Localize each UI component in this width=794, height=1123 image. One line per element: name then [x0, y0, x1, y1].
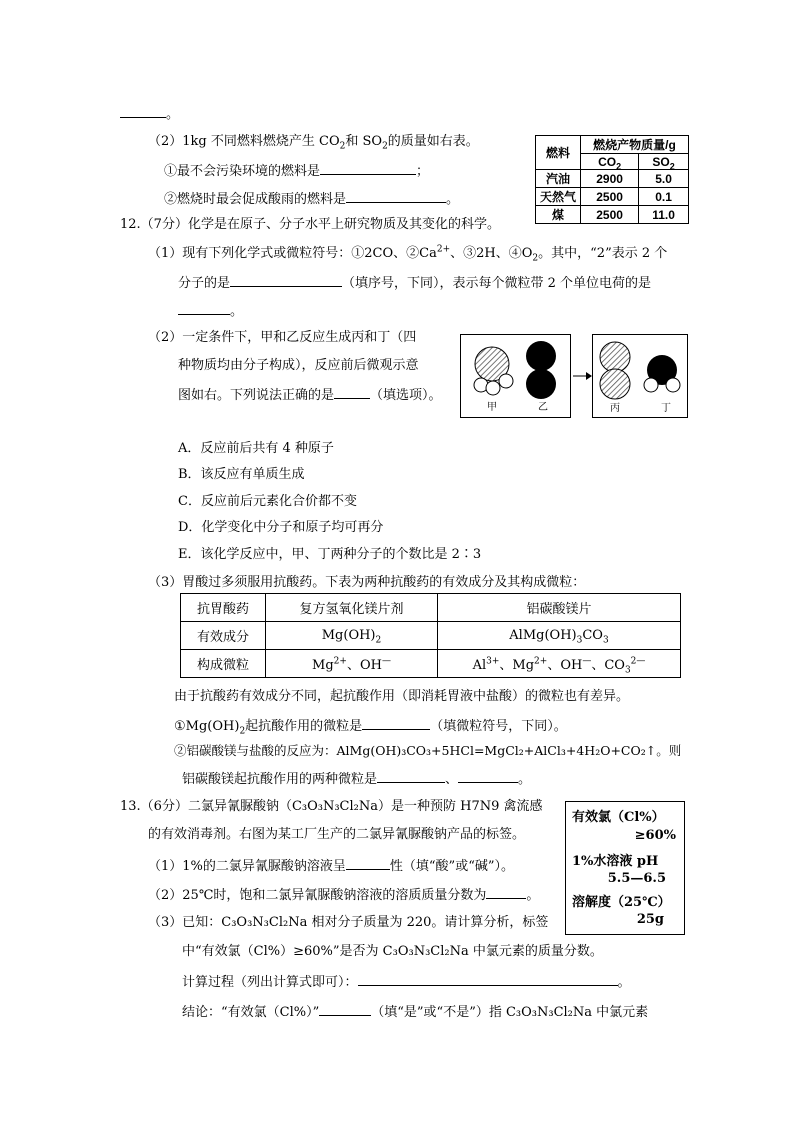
q12-heading: 12.（7分）化学是在原子、分子水平上研究物质及其变化的科学。: [120, 217, 500, 232]
label-jia: 甲: [487, 402, 497, 413]
q13-conclusion: 结论：“有效氯（Cl%）” （填“是”或“不是”）指 C₃O₃N₃Cl₂Na 中氯元素: [182, 1002, 648, 1022]
fuel-header: 燃料: [536, 136, 581, 170]
q12-part1-line3: 。: [178, 301, 243, 321]
fuel-table: [535, 135, 689, 224]
q12-part3-heading: （3）胃酸过多须服用抗酸药。下表为两种抗酸药的有效成分及其构成微粒：: [148, 575, 586, 590]
q11-top-line: 。: [120, 104, 179, 124]
option-b: B．该反应有单质生成: [178, 467, 305, 482]
label-bing: 丙: [610, 403, 620, 414]
so2-header: $SO_2$: [639, 154, 689, 170]
reactants-box: [461, 335, 571, 418]
product-label: [565, 801, 685, 935]
q12-part1-line2: 分子的是 （填序号，下同），表示每个微粒带 2 个单位电荷的是: [178, 273, 651, 293]
q12-part2-l2: 种物质均由分子构成），反应前后微观示意: [178, 358, 419, 373]
answer-blank[interactable]: [178, 301, 230, 315]
q11-sub2: ②燃烧时最会促成酸雨的燃料是 。: [164, 189, 459, 209]
label-line3: 1%水溶液 pH: [572, 854, 659, 869]
answer-blank[interactable]: [120, 104, 166, 118]
reaction-arrow: [573, 372, 592, 380]
answer-blank[interactable]: [458, 769, 518, 783]
q13-part2: （2）25℃时，饱和二氯异氰脲酸钠溶液的溶质质量分数为 。: [148, 885, 539, 905]
q13-calc: 计算过程（列出计算式即可）： 。: [182, 972, 631, 992]
q13-part1: （1）1%的二氯异氰脲酸钠溶液呈 性（填“酸”或“碱”）。: [148, 856, 514, 876]
option-d: D．化学变化中分子和原子均可再分: [178, 520, 384, 535]
q12-part1: （1）现有下列化学式或微粒符号：①2CO、$②Ca^{2+}$、③2H、$④O_2$。其中，“2”表示 2 个: [148, 244, 668, 264]
q13-part3-l1: （3）已知：C₃O₃N₃Cl₂Na 相对分子质量为 220。请计算分析，标签: [148, 915, 549, 930]
option-e: E．该化学反应中，甲、丁两种分子的个数比是 2∶3: [178, 547, 482, 562]
q12-part3-s3: 铝碳酸镁起抗酸作用的两种微粒是 、 。: [182, 769, 531, 789]
label-line4: 5.5—6.5: [607, 871, 666, 886]
table-row: 抗胃酸药 复方氢氧化镁片剂 铝碳酸镁片: [181, 594, 681, 622]
label-line6: 25g: [636, 912, 664, 927]
q11-sub1: ①最不会污染环境的燃料是 ；: [164, 161, 429, 181]
mass-header: 燃烧产物质量/g: [581, 136, 689, 154]
answer-blank[interactable]: [334, 385, 370, 399]
answer-blank[interactable]: [320, 161, 416, 175]
label-line5: 溶解度（25℃）: [572, 895, 671, 910]
answer-blank[interactable]: [486, 885, 526, 899]
co2-header: $CO_2$: [581, 154, 639, 170]
answer-blank[interactable]: [358, 972, 618, 986]
antacid-table: [180, 593, 681, 678]
reaction-diagram: [460, 334, 688, 418]
answer-blank[interactable]: [377, 769, 445, 783]
table-row: 天然气 2500 0.1: [536, 188, 689, 206]
table-row: 构成微粒 $Mg^{2+}$、OH— $Al^{3+}$、$Mg^{2+}$、OH—、$CO_3^{2—}$: [181, 650, 681, 678]
q12-part3-s2: ②铝碳酸镁与盐酸的反应为：AlMg(OH)₃CO₃+5HCl=MgCl₂+AlCl₃+4H₂O+CO₂↑。则: [174, 743, 682, 758]
q13-line1: 13.（6分）二氯异氰脲酸钠（C₃O₃N₃Cl₂Na）是一种预防 H7N9 禽流感: [120, 799, 543, 814]
label-line1: 有效氯（Cl%）: [572, 810, 665, 825]
answer-blank[interactable]: [346, 856, 390, 870]
label-line2: ≥60%: [634, 828, 676, 843]
q12-part3-l1: 由于抗酸药有效成分不同，起抗酸作用（即消耗胃液中盐酸）的微粒也有差异。: [174, 689, 630, 704]
option-c: C．反应前后元素化合价都不变: [178, 494, 357, 509]
q13-part3-l2: 中“有效氯（Cl%）≥60%”是否为 C₃O₃N₃Cl₂Na 中氯元素的质量分数。: [182, 944, 603, 959]
q12-part2-l3: 图如右。下列说法正确的是 （填选项）。: [178, 385, 442, 405]
answer-blank[interactable]: [319, 1002, 371, 1016]
answer-blank[interactable]: [346, 189, 446, 203]
answer-blank[interactable]: [230, 273, 342, 287]
label-ding: 丁: [661, 403, 671, 414]
label-yi: 乙: [538, 402, 548, 413]
table-row: 有效成分 $Mg(OH)_2$ $AlMg(OH)_3CO_3$: [181, 622, 681, 650]
q12-part3-s1: $①Mg(OH)_2$起抗酸作用的微粒是 （填微粒符号，下同）。: [174, 716, 567, 736]
q12-part2-l1: （2）一定条件下，甲和乙反应生成丙和丁（四: [148, 330, 417, 345]
option-a: A．反应前后共有 4 种原子: [178, 441, 334, 456]
table-row: 汽油 2900 5.0: [536, 170, 689, 188]
q13-line2: 的有效消毒剂。右图为某工厂生产的二氯异氰脲酸钠产品的标签。: [148, 827, 526, 842]
table-row: 煤 2500 11.0: [536, 206, 689, 224]
answer-blank[interactable]: [362, 716, 430, 730]
q11-part2: （2）1kg 不同燃料燃烧产生 $CO_2$和 $SO_2$的质量如右表。: [148, 134, 479, 152]
